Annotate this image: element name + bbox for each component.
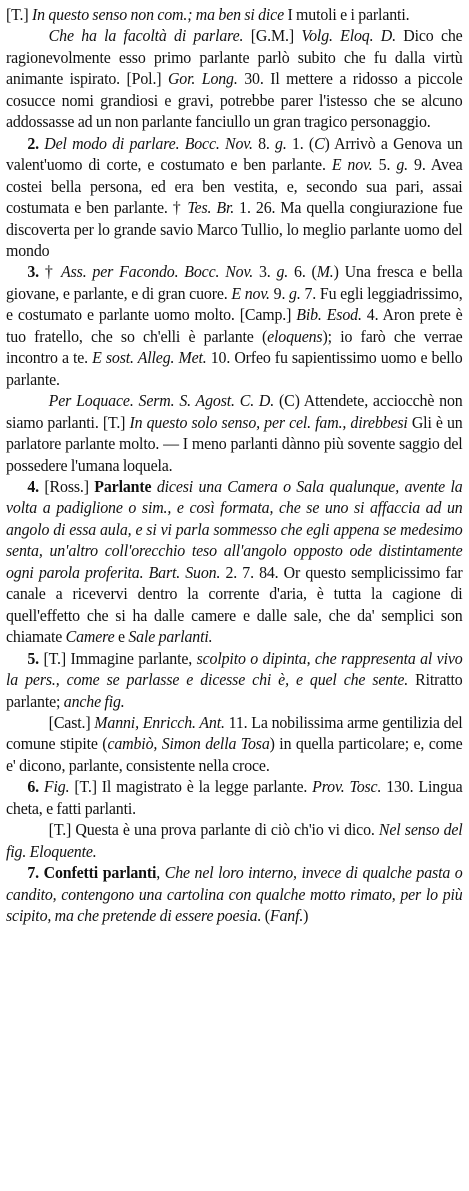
bold-text: Parlante bbox=[94, 476, 152, 496]
italic-text: Manni, Enricch. Ant. bbox=[94, 712, 225, 732]
italic-text: Fanf. bbox=[269, 906, 304, 926]
italic-text: eloquens bbox=[267, 326, 323, 346]
text-run: 4. Aron prete è tuo fratello, che so ch'elli è parlante ( bbox=[6, 305, 463, 346]
italic-text: Volg. Eloq. D. bbox=[301, 26, 396, 46]
text-run: 8. bbox=[252, 133, 276, 153]
text-run: ) Una fresca e bella giovane, e parlante, e di gran cuore. bbox=[6, 262, 463, 303]
italic-text: Che nel loro interno, invece di qualche pasta o candito, contengono una cartolina con qualche motto rimato, per lo più scipito, ma che pretende di essere poesia. bbox=[6, 863, 463, 926]
text-run: 10. Orfeo fu sapientissimo uomo e bello parlante. bbox=[6, 348, 463, 389]
italic-text: Prov. Tosc. bbox=[312, 777, 382, 797]
text-run: [T.] Immagine parlante, bbox=[43, 648, 197, 668]
entry-paragraph bbox=[6, 776, 463, 819]
italic-text: Sale parlanti. bbox=[128, 627, 213, 647]
text-run: ); io farò che verrae incontro a te. bbox=[6, 326, 463, 368]
text-run: 7. Fu egli leggiadrissimo, e costumato e parlante uomo molto. [Camp.] bbox=[6, 283, 463, 325]
bold-text: 4. bbox=[27, 476, 45, 496]
italic-text: Per Loquace. Serm. S. Agost. C. D. bbox=[48, 391, 275, 411]
italic-text: Bib. Esod. bbox=[296, 305, 362, 325]
text-run: [Ross.] bbox=[44, 476, 95, 496]
italic-text: M. bbox=[316, 262, 334, 282]
italic-text: Fig. bbox=[43, 777, 70, 797]
italic-text: Nel senso del fig. Eloquente. bbox=[6, 820, 463, 861]
text-run: (C) Attendete, acciocchè non siamo parlanti. [T.] bbox=[6, 391, 463, 432]
entry-paragraph bbox=[6, 133, 463, 262]
entry-paragraph bbox=[6, 390, 463, 476]
bold-text: 5. bbox=[27, 648, 44, 668]
italic-text: Camere bbox=[65, 627, 115, 647]
italic-text: E nov. bbox=[231, 283, 270, 303]
bold-text: 2. bbox=[27, 133, 45, 153]
text-run: [Cast.] bbox=[48, 712, 95, 732]
italic-text: In questo senso non com.; ma ben si dice bbox=[31, 5, 285, 24]
entry-paragraph bbox=[6, 712, 463, 776]
text-run: Dico che ragionevolmente esso primo parlante parlò subito che fu dalla virtù animante ispirato. [Pol.] bbox=[6, 26, 463, 89]
text-run: ) bbox=[303, 906, 309, 926]
text-run: ) Arrivò a Genova un valent'uomo di corte, e costumato e ben parlante. bbox=[6, 133, 463, 175]
italic-text: g. bbox=[396, 155, 408, 175]
text-run: 9. Avea costei bella persona, ed era ben vestita, e, secondo sua pari, assai costumata e ben parlante. † bbox=[6, 155, 463, 218]
text-run: 1. 26. Ma quella congiurazione fue discoverta per lo grande savio Marco Tullio, lo meglio parlante uomo del mondo bbox=[6, 198, 463, 260]
bold-text: Confetti parlanti bbox=[43, 863, 157, 883]
entry-paragraph bbox=[6, 261, 463, 390]
italic-text: In questo solo senso, per cel. fam., direbbesi bbox=[129, 412, 408, 432]
text-run: I mutoli e i parlanti. bbox=[284, 5, 410, 24]
italic-text: Ass. per Facondo. Bocc. Nov. bbox=[61, 262, 254, 282]
text-run: 2. 7. 84. Or questo semplicissimo far canale a ricevervi dentro la corrente d'aria, è tutta la cagione di quell'effetto che si ha dalle camere e dalle sale, che da' semplici son chiamate bbox=[6, 562, 463, 647]
italic-text: g. bbox=[275, 133, 287, 153]
entry-paragraph bbox=[6, 648, 463, 712]
italic-text: E nov. bbox=[331, 155, 373, 175]
italic-text: E sost. Alleg. Met. bbox=[92, 348, 207, 368]
text-run: [T.] bbox=[6, 5, 32, 24]
italic-text: g. bbox=[289, 283, 301, 303]
italic-text: Gor. Long. bbox=[167, 69, 238, 89]
text-run: 6. ( bbox=[288, 262, 317, 282]
entry-paragraph bbox=[6, 862, 463, 926]
text-run: Ritratto parlante; bbox=[6, 670, 463, 711]
italic-text: dicesi una Camera o Sala qualunque, avente la volta a padiglione o sim., e così formata, che se uno si affaccia ad un angolo di essa aula, e si vi parla sommesso che egli appena se medesimo senta, un'altro coll'orecchio teso all'angolo opposto ode distintamente ogni parola proferita. Bart. Suon. bbox=[6, 476, 463, 582]
italic-text: anche fig. bbox=[63, 691, 125, 711]
text-run: Gli è un parlatore parlante molto. — I meno parlanti dànno più sovente saggio del possedere l'umana loquela. bbox=[6, 412, 463, 475]
entry-paragraph bbox=[6, 25, 463, 132]
text-run: 5. bbox=[372, 155, 397, 175]
text-run: [G.M.] bbox=[243, 26, 302, 46]
text-run: 130. Lingua cheta, e fatti parlanti. bbox=[6, 777, 463, 818]
bold-text: 7. bbox=[27, 863, 44, 883]
italic-text: Tes. Br. bbox=[187, 198, 235, 218]
bold-text: 6. bbox=[27, 777, 44, 797]
entry-paragraph bbox=[6, 4, 463, 25]
text-run: 9. bbox=[269, 283, 290, 303]
text-run: ) in quella particolare; e, come e' dicono, parlante, consistente nella croce. bbox=[6, 734, 463, 775]
text-run: [T.] Il magistrato è la legge parlante. bbox=[69, 777, 313, 797]
entry-paragraph bbox=[6, 476, 463, 648]
italic-text: C bbox=[314, 133, 325, 153]
italic-text: g. bbox=[276, 262, 289, 282]
text-run: e bbox=[114, 627, 129, 647]
italic-text: scolpito o dipinta, che rappresenta al vivo la pers., come se parlasse e dicesse chi è, e quel che sente. bbox=[6, 648, 463, 690]
bold-text: 3. bbox=[27, 262, 45, 282]
text-run: ( bbox=[261, 906, 270, 926]
text-run: † bbox=[44, 262, 62, 282]
text-run: 1. ( bbox=[286, 133, 315, 153]
text-run: 30. Il mettere a ridosso a piccole cosucce nomi grandiosi e gravi, potrebbe parer l'istesso che se alcuno addossasse ad un non parlante fanciullo un gran tragico personaggio. bbox=[6, 69, 463, 132]
text-run: , bbox=[156, 863, 165, 883]
text-run: [T.] Questa è una prova parlante di ciò ch'io vi dico. bbox=[48, 820, 379, 840]
italic-text: Del modo di parlare. Bocc. Nov. bbox=[44, 133, 253, 153]
entry-paragraph bbox=[6, 819, 463, 862]
text-run: 3. bbox=[253, 262, 277, 282]
text-run: 11. La nobilissima arme gentilizia del comune stipite ( bbox=[6, 712, 463, 754]
italic-text: Che ha la facoltà di parlare. bbox=[48, 26, 244, 46]
italic-text: cambiò, Simon della Tosa bbox=[107, 734, 270, 754]
